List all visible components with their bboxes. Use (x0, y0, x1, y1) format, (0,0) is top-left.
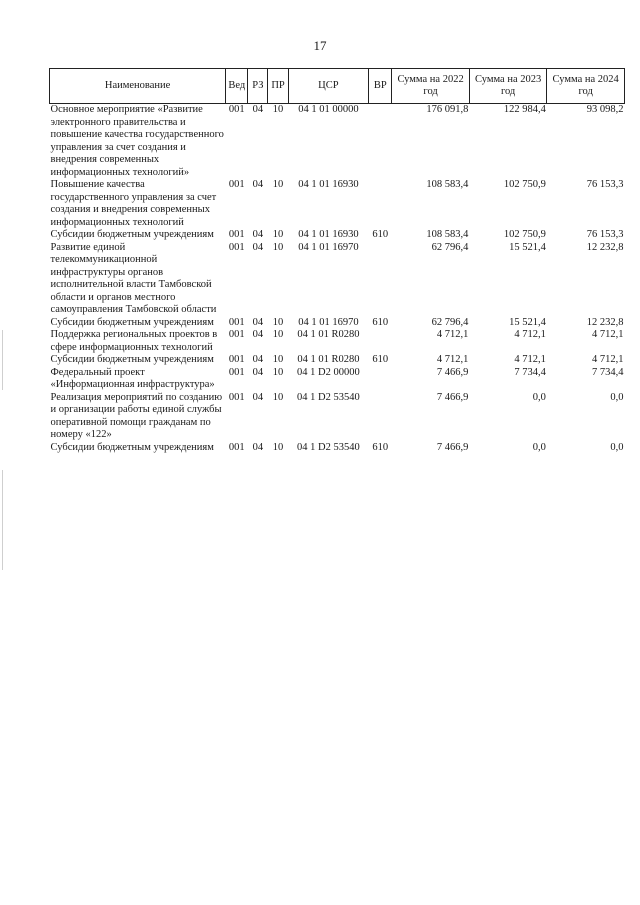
table-row (50, 442, 625, 455)
row-rz: 04 (252, 316, 264, 328)
row-ved: 001 (228, 329, 245, 340)
row-pr: 10 (272, 104, 284, 115)
header-rz: РЗ (248, 69, 268, 104)
row-rz: 04 (252, 391, 264, 403)
row-pr: 10 (272, 229, 284, 240)
row-sum-2022: 7 466,9 (436, 391, 469, 403)
header-name: Наименование (50, 69, 226, 104)
row-ved: 001 (228, 241, 245, 253)
row-csr: 04 1 01 16970 (298, 241, 359, 253)
row-vr (369, 242, 392, 317)
table-body (50, 104, 625, 455)
row-rz: 04 (252, 441, 264, 453)
row-sum-2022: 108 583,4 (426, 229, 469, 240)
table-row (50, 179, 625, 229)
row-sum-2023: 4 712,1 (514, 354, 546, 365)
row-name: Субсидии бюджетным учреждениям (50, 229, 214, 240)
table-row (50, 367, 625, 392)
row-vr (369, 367, 392, 392)
row-csr: 04 1 01 R0280 (297, 354, 360, 365)
row-vr: 610 (372, 229, 389, 240)
left-margin-mark (2, 330, 3, 390)
header-pr: ПР (268, 69, 288, 104)
row-sum-2023: 4 712,1 (514, 329, 546, 340)
row-sum-2023: 102 750,9 (503, 179, 546, 190)
row-rz: 04 (252, 241, 264, 253)
row-pr: 10 (272, 391, 284, 403)
table-row (50, 229, 625, 242)
row-pr: 10 (272, 179, 284, 190)
header-sum-2023: Сумма на 2023 год (469, 69, 547, 104)
row-sum-2022: 62 796,4 (431, 241, 469, 253)
row-sum-2024: 0,0 (610, 441, 624, 453)
row-csr: 04 1 01 R0280 (297, 329, 360, 340)
row-pr: 10 (272, 354, 284, 365)
row-sum-2022: 7 466,9 (436, 441, 469, 453)
row-sum-2022: 108 583,4 (426, 179, 469, 190)
row-csr: 04 1 01 00000 (298, 104, 359, 115)
row-rz: 04 (252, 354, 264, 365)
row-pr: 10 (272, 241, 284, 253)
row-sum-2024: 4 712,1 (592, 329, 624, 340)
row-name: Поддержка региональных проектов в сфере информационных технологий (50, 329, 218, 353)
row-csr: 04 1 01 16930 (298, 179, 359, 190)
row-name: Субсидии бюджетным учреждениям (50, 441, 214, 453)
row-csr: 04 1 01 16930 (298, 229, 359, 240)
row-sum-2023: 102 750,9 (503, 229, 546, 240)
row-sum-2024: 76 153,3 (586, 179, 624, 190)
row-csr: 04 1 D2 00000 (297, 366, 360, 378)
row-csr: 04 1 D2 53540 (297, 391, 360, 403)
header-ved: Вед (226, 69, 248, 104)
row-sum-2024: 12 232,8 (586, 241, 624, 253)
row-sum-2022: 4 712,1 (436, 329, 469, 340)
row-ved: 001 (228, 366, 245, 378)
row-name: Федеральный проект «Информационная инфраструктура» (50, 366, 215, 390)
table-row (50, 392, 625, 442)
row-name: Субсидии бюджетным учреждениям (50, 354, 214, 365)
table-row (50, 104, 625, 180)
row-vr: 610 (372, 441, 389, 453)
row-sum-2023: 0,0 (532, 391, 546, 403)
row-rz: 04 (252, 329, 264, 340)
row-ved: 001 (228, 316, 245, 328)
row-sum-2023: 0,0 (532, 441, 546, 453)
row-sum-2023: 7 734,4 (514, 366, 546, 378)
row-sum-2024: 0,0 (610, 391, 624, 403)
row-pr: 10 (272, 316, 284, 328)
row-rz: 04 (252, 179, 264, 190)
row-sum-2024: 93 098,2 (586, 104, 624, 115)
row-pr: 10 (272, 329, 284, 340)
header-sum-2022: Сумма на 2022 год (392, 69, 470, 104)
table-row (50, 354, 625, 367)
row-rz: 04 (252, 229, 264, 240)
header-sum-2024: Сумма на 2024 год (547, 69, 625, 104)
header-vr: ВР (369, 69, 392, 104)
row-vr (369, 179, 392, 229)
row-vr (369, 329, 392, 354)
row-name: Развитие единой телекоммуникационной инфраструктуры органов исполнительной власти Тамбовской области и органов местного самоуправления Тамбовской области (50, 241, 217, 315)
row-csr: 04 1 D2 53540 (297, 441, 360, 453)
row-name: Субсидии бюджетным учреждениям (50, 316, 214, 328)
row-sum-2022: 176 091,8 (426, 104, 469, 115)
row-pr: 10 (272, 441, 284, 453)
page-number: 17 (313, 38, 327, 53)
table-row (50, 329, 625, 354)
row-ved: 001 (228, 229, 245, 240)
row-sum-2023: 15 521,4 (509, 241, 546, 253)
row-sum-2024: 76 153,3 (586, 229, 624, 240)
row-sum-2023: 15 521,4 (509, 316, 546, 328)
row-name: Повышение качества государственного управления за счет создания и внедрения современных информационных технологий (50, 179, 217, 228)
row-pr: 10 (272, 366, 284, 378)
row-vr (369, 104, 392, 180)
table-row (50, 317, 625, 330)
row-rz: 04 (252, 366, 264, 378)
row-sum-2022: 7 466,9 (436, 366, 469, 378)
budget-table (49, 68, 625, 454)
table-row (50, 242, 625, 317)
row-csr: 04 1 01 16970 (298, 316, 359, 328)
header-csr: ЦСР (288, 69, 369, 104)
row-ved: 001 (228, 104, 245, 115)
table-header (50, 69, 625, 104)
row-sum-2024: 7 734,4 (592, 366, 624, 378)
row-name: Реализация мероприятий по созданию и организации работы единой службы оперативной помощи гражданам по номеру «122» (50, 391, 223, 440)
row-ved: 001 (228, 441, 245, 453)
row-vr: 610 (372, 354, 389, 365)
left-margin-mark (2, 470, 3, 570)
row-rz: 04 (252, 104, 264, 115)
row-ved: 001 (228, 354, 245, 365)
row-sum-2024: 4 712,1 (592, 354, 624, 365)
row-sum-2022: 62 796,4 (431, 316, 469, 328)
row-ved: 001 (228, 179, 245, 190)
row-sum-2023: 122 984,4 (503, 104, 546, 115)
row-vr (369, 392, 392, 442)
row-ved: 001 (228, 391, 245, 403)
row-name: Основное мероприятие «Развитие электронного правительства и повышение качества государственного управления за счет создания и внедрения современных информационных технологий» (50, 104, 224, 178)
row-sum-2024: 12 232,8 (586, 316, 624, 328)
row-vr: 610 (372, 316, 389, 328)
row-sum-2022: 4 712,1 (436, 354, 469, 365)
